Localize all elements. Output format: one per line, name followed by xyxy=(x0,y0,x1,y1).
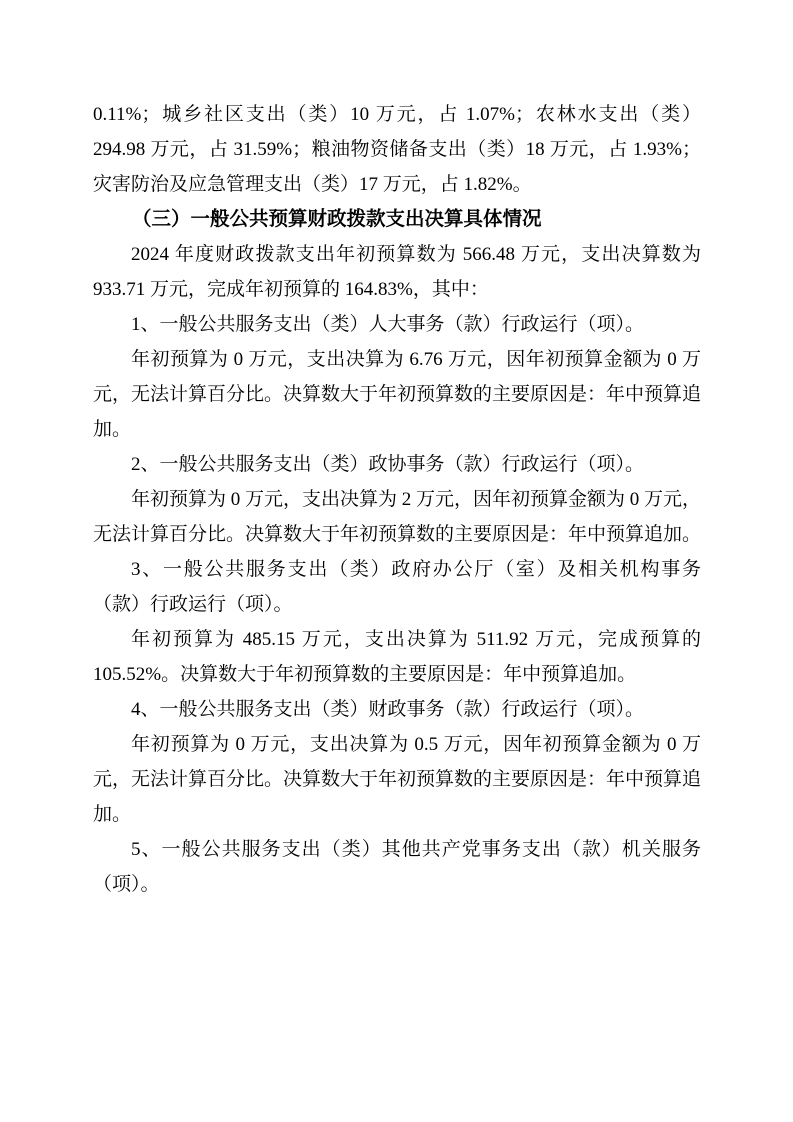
section-heading-3: （三）一般公共预算财政拨款支出决算具体情况 xyxy=(132,208,542,230)
paragraph-item-5-title: 5、一般公共服务支出（类）其他共产党事务支出（款）机关服务（项）。 xyxy=(93,839,701,895)
paragraph-item-1-title: 1、一般公共服务支出（类）人大事务（款）行政运行（项）。 xyxy=(131,314,645,335)
paragraph-budget-summary: 2024 年度财政拨款支出年初预算数为 566.48 万元，支出决算数为 933.71 万元，完成年初预算的 164.83%，其中： xyxy=(93,244,701,300)
paragraph-item-1-detail: 年初预算为 0 万元，支出决算为 6.76 万元，因年初预算金额为 0 万元，无法计算百分比。决算数大于年初预算数的主要原因是：年中预算追加。 xyxy=(93,349,702,440)
paragraph-item-4-title: 4、一般公共服务支出（类）财政事务（款）行政运行（项）。 xyxy=(131,699,645,720)
paragraph-item-3-detail: 年初预算为 485.15 万元，支出决算为 511.92 万元，完成预算的 105.52%。决算数大于年初预算数的主要原因是：年中预算追加。 xyxy=(93,629,701,685)
paragraph-expenditure-breakdown-continued: 0.11%；城乡社区支出（类）10 万元，占 1.07%；农林水支出（类）294.98 万元，占 31.59%；粮油物资储备支出（类）18 万元，占 1.93%；灾害防治及应急管理支出（类）17 万元，占 1.82%。 xyxy=(93,104,701,195)
paragraph-item-4-detail: 年初预算为 0 万元，支出决算为 0.5 万元，因年初预算金额为 0 万元，无法计算百分比。决算数大于年初预算数的主要原因是：年中预算追加。 xyxy=(93,734,702,825)
paragraph-item-2-detail: 年初预算为 0 万元，支出决算为 2 万元，因年初预算金额为 0 万元，无法计算百分比。决算数大于年初预算数的主要原因是：年中预算追加。 xyxy=(93,489,702,545)
paragraph-item-3-title: 3、一般公共服务支出（类）政府办公厅（室）及相关机构事务（款）行政运行（项）。 xyxy=(93,559,701,615)
document-body xyxy=(93,97,701,902)
paragraph-item-2-title: 2、一般公共服务支出（类）政协事务（款）行政运行（项）。 xyxy=(131,454,645,475)
